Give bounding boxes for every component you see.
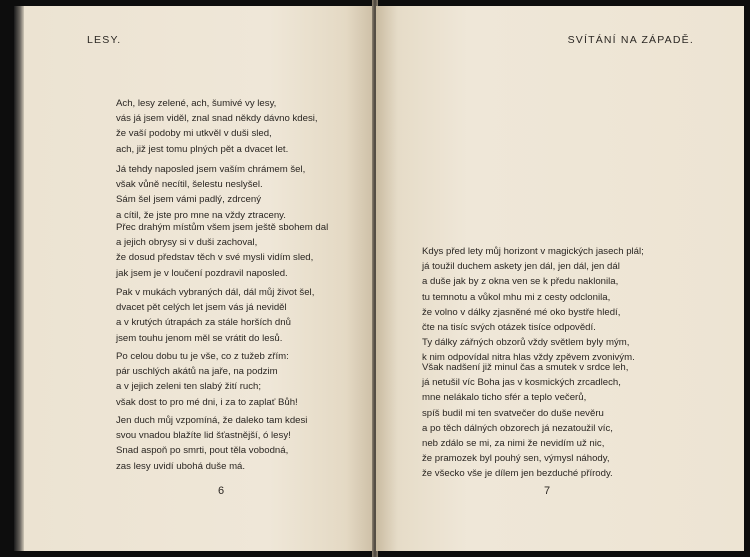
verse-line: a jejich obrysy si v duši zachoval,: [116, 237, 258, 249]
right-page: [376, 6, 744, 551]
verse-line: neb zdálo se mi, za nimi že nevidím už nic,: [422, 437, 605, 449]
verse-line: já toužil duchem askety jen dál, jen dál, jen dál: [422, 261, 620, 273]
verse-line: a v krutých útrapách za stále horších dnů: [116, 317, 291, 329]
running-head: SVÍTÁNÍ NA ZÁPADĚ.: [567, 34, 694, 46]
verse-line: Kdys před lety můj horizont v magických jasech plál;: [422, 246, 644, 257]
verse-line: svou vnadou blažíte lid šťastnější, ó lesy!: [116, 430, 291, 442]
verse-line: a duše jak by z okna ven se k předu naklonila,: [422, 276, 619, 288]
verse-line: však dost to pro mé dni, i za to zaplať Bůh!: [116, 396, 298, 408]
verse-line: ach, již jest tomu plných pět a dvacet let.: [116, 143, 289, 155]
verse-line: Sám šel jsem vámi padlý, zdrcený: [116, 194, 262, 206]
verse-line: Jen duch můj vzpomíná, že daleko tam kdesi: [116, 415, 308, 426]
book-edge: [14, 6, 24, 551]
verse-line: pár uschlých akátů na jaře, na podzim: [116, 366, 278, 378]
verse-line: já netušil víc Boha jas v kosmických zrcadlech,: [422, 377, 621, 389]
verse-line: že dosud představ těch v své mysli vidím sled,: [116, 252, 314, 264]
verse-line: Po celou dobu tu je vše, co z tužeb zřím:: [116, 351, 289, 362]
verse-line: spíš budil mi ten svatvečer do duše nevěru: [422, 407, 604, 419]
verse-line: a cítil, že jste pro mne na vždy ztraceny.: [116, 209, 286, 221]
verse-line: jak jsem je v loučení pozdravil naposled.: [116, 267, 288, 279]
verse-line: že volno v dálky zjasněné mé oko bystře hledí,: [422, 306, 621, 318]
verse-line: a po těch dálných obzorech já nezatoužil víc,: [422, 422, 613, 434]
verse-line: však vůně necítil, šelestu neslyšel.: [116, 179, 263, 191]
verse-line: dvacet pět celých let jsem vás já neviděl: [116, 302, 287, 314]
verse-line: že vaší podoby mi utkvěl v duši sled,: [116, 128, 272, 140]
verse-line: Ach, lesy zelené, ach, šumivé vy lesy,: [116, 98, 277, 109]
verse-line: že pramozek byl pouhý sen, výmysl náhody,: [422, 453, 610, 465]
verse-line: Přec drahým místům všem jsem ještě sbohem dal: [116, 222, 329, 233]
verse-line: Pak v mukách vybraných dál, dál můj život šel,: [116, 287, 315, 298]
page-number: 7: [544, 485, 551, 497]
stanza: [116, 349, 298, 410]
page-number: 6: [218, 485, 225, 497]
verse-line: Však nadšení již minul čas a smutek v srdce leh,: [422, 362, 629, 373]
verse-line: mne nelákalo ticho sfér a teplo večerů,: [422, 392, 587, 404]
stanza: [422, 360, 628, 482]
verse-line: Já tehdy naposled jsem vaším chrámem šel,: [116, 164, 306, 175]
verse-line: Ty dálky zářných obzorů vždy světlem byly mým,: [422, 337, 630, 349]
verse-line: jsem touhu jenom měl se vrátit do lesů.: [116, 332, 283, 344]
verse-line: tu temnotu a vůkol mhu mi z cesty odclonila,: [422, 291, 611, 303]
verse-line: k nim odpovídal nitra hlas vždy zpěvem zvonivým.: [422, 352, 635, 364]
stanza: [422, 244, 644, 366]
verse-line: vás já jsem viděl, znal snad někdy dávno kdesi,: [116, 113, 318, 125]
verse-line: a v jejich zeleni ten slabý žití ruch;: [116, 381, 262, 393]
verse-line: čte na tisíc svých otázek tisíce odpovědí.: [422, 321, 596, 333]
verse-line: zas lesy uvidí ubohá duše má.: [116, 460, 246, 472]
stanza: [116, 220, 328, 281]
stanza: [116, 162, 305, 223]
stanza: [116, 96, 318, 157]
stanza: [116, 285, 314, 346]
stanza: [116, 413, 307, 474]
left-page: [24, 6, 374, 551]
verse-line: Snad aspoň po smrti, pout těla vobodná,: [116, 445, 289, 457]
verse-line: že všecko vše je dílem jen bezduché přírody.: [422, 468, 613, 480]
running-head: LESY.: [87, 34, 122, 46]
